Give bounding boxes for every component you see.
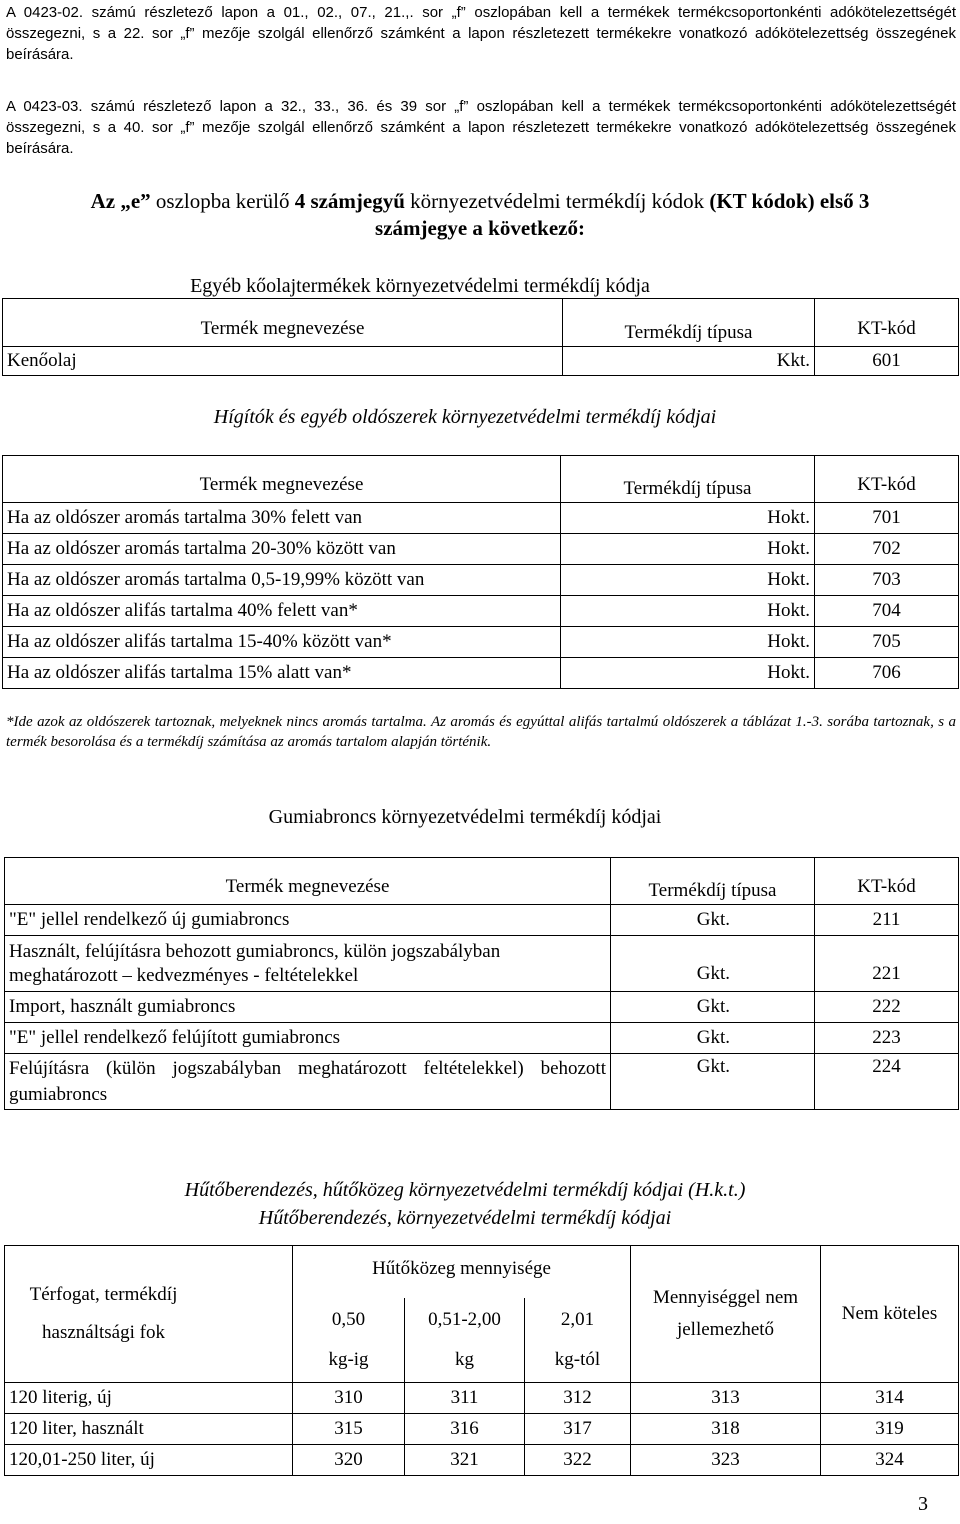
section2-title: Hígítók és egyéb oldószerek környezetvédelmi termékdíj kódjai bbox=[213, 406, 717, 428]
header-kt: KT-kód bbox=[815, 858, 959, 905]
kt-code: 701 bbox=[815, 503, 959, 534]
kt-code: 705 bbox=[815, 627, 959, 658]
section1-header-row bbox=[3, 299, 959, 347]
code-cell: 322 bbox=[525, 1445, 631, 1476]
kt-code: 601 bbox=[815, 347, 959, 376]
fee-type: Gkt. bbox=[611, 1054, 815, 1110]
header-volume: Térfogat, termékdíj használtsági fok bbox=[5, 1246, 293, 1383]
section2-table bbox=[2, 455, 959, 689]
table-row bbox=[3, 503, 959, 534]
table-row bbox=[3, 596, 959, 627]
intro-paragraph-2: A 0423-03. számú részletező lapon a 32., 33., 36. és 39 sor „f” oszlopában kell a termékek termékcsoportonkénti adókötelezettségét összegezni, s a 40. sor „f” mezője szolgál ellenőrző számként a lapon részletezett termékekre vonatkozó adókötelezettség összegének beírására. bbox=[6, 98, 956, 157]
table-row bbox=[5, 992, 959, 1023]
heading-part-5: (KT kódok) első 3 bbox=[709, 189, 870, 213]
table-row bbox=[5, 1054, 959, 1110]
table-row bbox=[5, 1383, 959, 1414]
code-cell: 311 bbox=[405, 1383, 525, 1414]
heading-part-4: környezetvédelmi termékdíj kódok bbox=[404, 189, 710, 213]
code-cell: 314 bbox=[821, 1383, 959, 1414]
code-cell: 312 bbox=[525, 1383, 631, 1414]
kt-code: 224 bbox=[815, 1054, 959, 1110]
volume-label: 120 liter, használt bbox=[5, 1414, 293, 1445]
product-name: Ha az oldószer alifás tartalma 15% alatt van* bbox=[3, 658, 561, 689]
footnote: *Ide azok az oldószerek tartoznak, melyeknek nincs aromás tartalma. Az aromás és egyúttal alifás tartalmú oldószerek a táblázat 1.-3. sorába tartoznak, s a termék besorolása és a termékdíj számítása az aromás tartalom alapján történik. bbox=[6, 714, 956, 750]
table-row bbox=[5, 905, 959, 936]
product-name: Ha az oldószer aromás tartalma 20-30% között van bbox=[3, 534, 561, 565]
page-number: 3 bbox=[918, 1493, 928, 1515]
fee-type: Hokt. bbox=[561, 565, 815, 596]
section2-header-row bbox=[3, 456, 959, 503]
section1-title: Egyéb kőolajtermékek környezetvédelmi termékdíj kódja bbox=[190, 275, 650, 297]
section3-table bbox=[4, 857, 959, 1110]
kt-code: 703 bbox=[815, 565, 959, 596]
product-name: Ha az oldószer aromás tartalma 30% felett van bbox=[3, 503, 561, 534]
section4-table bbox=[4, 1245, 959, 1476]
coolant-col-3-a: 2,01 bbox=[560, 1308, 595, 1330]
table-row bbox=[3, 534, 959, 565]
product-name: Ha az oldószer alifás tartalma 15-40% között van* bbox=[3, 627, 561, 658]
header-kt: KT-kód bbox=[815, 299, 959, 347]
main-heading bbox=[0, 188, 960, 242]
intro-paragraph-1: A 0423-02. számú részletező lapon a 01., 02., 07., 21.,. sor „f” oszlopában kell a termékek termékcsoportonkénti adókötelezettségét összegezni, s a 22. sor „f” mezője szolgál ellenőrző számként a lapon részletezett termékekre vonatkozó adókötelezettség összegének beírására. bbox=[6, 4, 956, 63]
heading-part-6: számjegye a következő: bbox=[375, 216, 585, 240]
header-name: Termék megnevezése bbox=[3, 456, 561, 503]
code-cell: 310 bbox=[293, 1383, 405, 1414]
kt-code: 221 bbox=[815, 936, 959, 992]
table-row bbox=[5, 1023, 959, 1054]
coolant-col-3-b: kg-tól bbox=[554, 1348, 601, 1370]
section3-header-row bbox=[5, 858, 959, 905]
fee-type: Gkt. bbox=[611, 1023, 815, 1054]
fee-type: Gkt. bbox=[611, 905, 815, 936]
coolant-col-2-b: kg bbox=[455, 1348, 474, 1370]
fee-type: Hokt. bbox=[561, 534, 815, 565]
code-cell: 323 bbox=[631, 1445, 821, 1476]
product-name: Ha az oldószer alifás tartalma 40% felett van* bbox=[3, 596, 561, 627]
code-cell: 319 bbox=[821, 1414, 959, 1445]
header-fee-type: Termékdíj típusa bbox=[611, 858, 815, 905]
section3-title: Gumiabroncs környezetvédelmi termékdíj kódjai bbox=[268, 806, 662, 828]
kt-code: 702 bbox=[815, 534, 959, 565]
fee-type: Gkt. bbox=[611, 936, 815, 992]
header-fee-type: Termékdíj típusa bbox=[563, 299, 815, 347]
product-name: Import, használt gumiabroncs bbox=[5, 992, 611, 1023]
header-not-required: Nem köteles bbox=[821, 1246, 959, 1383]
code-cell: 324 bbox=[821, 1445, 959, 1476]
code-cell: 321 bbox=[405, 1445, 525, 1476]
kt-code: 223 bbox=[815, 1023, 959, 1054]
header-fee-type: Termékdíj típusa bbox=[561, 456, 815, 503]
product-name: Ha az oldószer aromás tartalma 0,5-19,99% között van bbox=[3, 565, 561, 596]
fee-type: Gkt. bbox=[611, 992, 815, 1023]
table-row bbox=[3, 658, 959, 689]
fee-type: Hokt. bbox=[561, 503, 815, 534]
volume-label: 120 literig, új bbox=[5, 1383, 293, 1414]
product-name: "E" jellel rendelkező felújított gumiabroncs bbox=[5, 1023, 611, 1054]
table-row bbox=[5, 1414, 959, 1445]
table-row bbox=[3, 347, 959, 376]
header-name: Termék megnevezése bbox=[5, 858, 611, 905]
coolant-col-2-a: 0,51-2,00 bbox=[428, 1308, 501, 1330]
coolant-col-1-a: 0,50 bbox=[331, 1308, 366, 1330]
fee-type: Hokt. bbox=[561, 627, 815, 658]
section4-title-2: Hűtőberendezés, környezetvédelmi termékdíj kódjai bbox=[258, 1207, 672, 1229]
code-cell: 316 bbox=[405, 1414, 525, 1445]
header-coolant: Hűtőközeg mennyisége bbox=[293, 1246, 631, 1298]
code-cell: 320 bbox=[293, 1445, 405, 1476]
volume-label: 120,01-250 liter, új bbox=[5, 1445, 293, 1476]
intro-text bbox=[6, 2, 956, 65]
kt-code: 704 bbox=[815, 596, 959, 627]
code-cell: 317 bbox=[525, 1414, 631, 1445]
coolant-col-1 bbox=[293, 1298, 405, 1383]
table-row bbox=[3, 565, 959, 596]
fee-type: Hokt. bbox=[561, 596, 815, 627]
header-kt: KT-kód bbox=[815, 456, 959, 503]
kt-code: 706 bbox=[815, 658, 959, 689]
kt-code: 211 bbox=[815, 905, 959, 936]
product-name: "E" jellel rendelkező új gumiabroncs bbox=[5, 905, 611, 936]
fee-type: Kkt. bbox=[563, 347, 815, 376]
section4-header-row-1 bbox=[5, 1246, 959, 1298]
header-quantity: Mennyiséggel nem jellemezhető bbox=[631, 1246, 821, 1383]
heading-part-2: oszlopba kerülő bbox=[155, 189, 295, 213]
section4-title-1: Hűtőberendezés, hűtőközeg környezetvédelmi termékdíj kódjai (H.k.t.) bbox=[184, 1179, 746, 1201]
heading-part-1: Az „e” bbox=[90, 189, 156, 213]
kt-code: 222 bbox=[815, 992, 959, 1023]
intro-text-2 bbox=[6, 96, 956, 159]
section1-table bbox=[2, 298, 959, 376]
coolant-col-2 bbox=[405, 1298, 525, 1383]
product-name: Felújításra (külön jogszabályban meghatározott feltételekkel) behozott gumiabroncs bbox=[5, 1054, 611, 1110]
fee-type: Hokt. bbox=[561, 658, 815, 689]
product-name: Kenőolaj bbox=[3, 347, 563, 376]
product-name: Használt, felújításra behozott gumiabroncs, külön jogszabályban meghatározott – kedvezményes - feltételekkel bbox=[5, 936, 611, 992]
table-row bbox=[5, 1445, 959, 1476]
table-row bbox=[5, 936, 959, 992]
heading-part-3: 4 számjegyű bbox=[294, 189, 405, 213]
code-cell: 313 bbox=[631, 1383, 821, 1414]
coolant-col-3 bbox=[525, 1298, 631, 1383]
table-row bbox=[3, 627, 959, 658]
code-cell: 318 bbox=[631, 1414, 821, 1445]
code-cell: 315 bbox=[293, 1414, 405, 1445]
header-name: Termék megnevezése bbox=[3, 299, 563, 347]
coolant-col-1-b: kg-ig bbox=[328, 1348, 369, 1370]
